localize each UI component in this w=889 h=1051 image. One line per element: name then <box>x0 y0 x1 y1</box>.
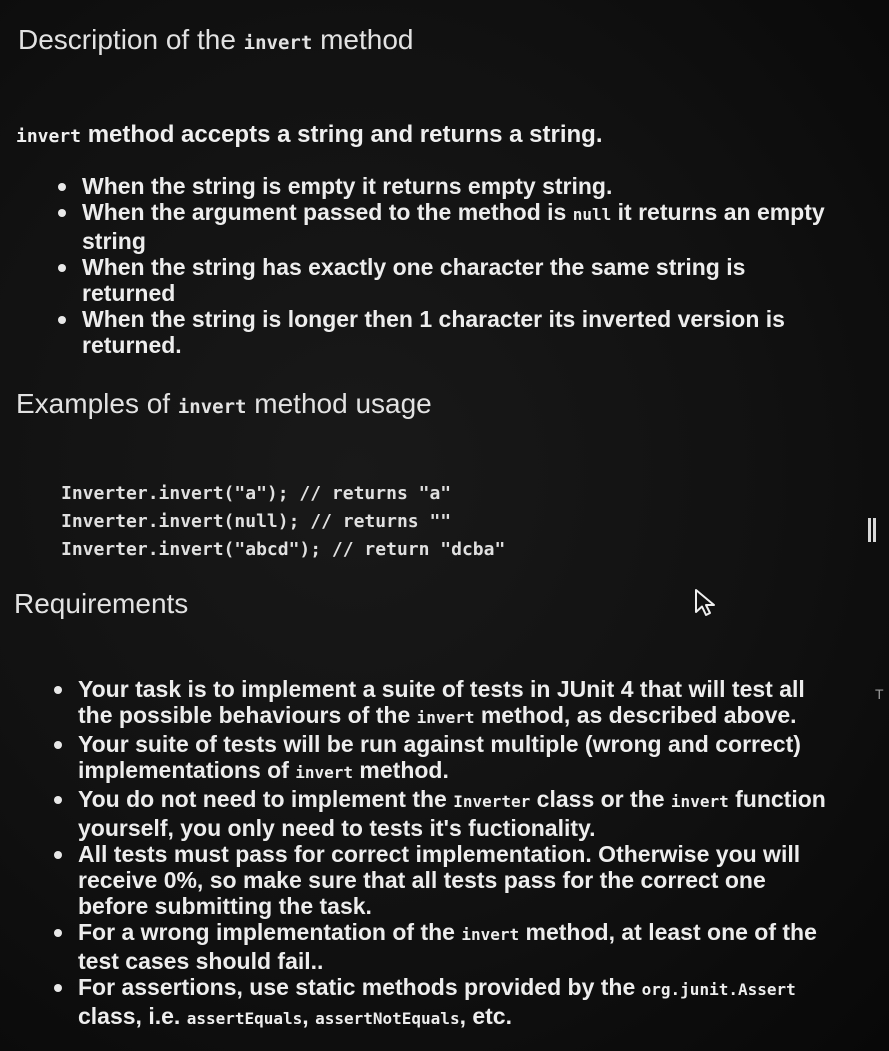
bullet-text: Your suite of tests will be run against multiple (wrong and correct) implementations of <box>78 731 801 783</box>
inline-code: invert <box>16 126 82 147</box>
bullet-text: , <box>302 1003 316 1029</box>
description-heading <box>18 24 413 56</box>
bullet-text: You do not need to implement the <box>78 786 454 812</box>
bullet-text: class, i.e. <box>78 1003 187 1029</box>
heading-text: method <box>312 24 414 55</box>
inline-code: assertEquals <box>186 1009 303 1028</box>
bullet-text: it returns an empty string <box>82 199 825 254</box>
code-line: Inverter.invert("abcd"); // return "dcba" <box>61 539 506 560</box>
description-intro <box>16 121 602 149</box>
mouse-pointer-icon <box>693 588 719 618</box>
inline-code: invert <box>243 32 313 54</box>
list-item <box>54 974 858 1032</box>
bullet-text: When the string has exactly one character the same string is returned <box>82 254 746 306</box>
inline-code: assertNotEquals <box>315 1009 460 1028</box>
bullet-text: class or the <box>530 786 671 812</box>
bullet-text: When the string is empty it returns empty string. <box>82 173 613 199</box>
edge-text: T <box>875 686 884 702</box>
list-item <box>54 786 838 841</box>
bullet-text: , etc. <box>459 1003 512 1029</box>
bullet-text: For assertions, use static methods provided by the <box>78 974 642 1000</box>
intro-text: method accepts a string and returns a string. <box>81 121 603 148</box>
inline-code: invert <box>461 925 520 944</box>
list-item <box>58 254 782 306</box>
inline-code: org.junit.Assert <box>641 980 796 999</box>
scrollbar-handle-icon[interactable] <box>866 518 878 542</box>
list-item <box>54 731 838 786</box>
list-item <box>54 676 838 731</box>
list-item <box>58 173 642 199</box>
description-bullet-list <box>58 173 858 358</box>
inline-code: invert <box>295 763 354 782</box>
scrollbar-grip-line <box>873 518 876 542</box>
inline-code: Inverter <box>453 792 531 811</box>
code-line: Inverter.invert("a"); // returns "a" <box>61 483 452 504</box>
inline-code: invert <box>670 792 729 811</box>
examples-heading <box>16 388 432 420</box>
bullet-text: When the string is longer then 1 character its inverted version is returned. <box>82 306 785 358</box>
inline-code: invert <box>416 708 475 727</box>
scrollbar-grip-line <box>868 518 871 542</box>
list-item <box>58 199 872 254</box>
bullet-text: Your task is to implement a suite of tests in JUnit 4 that will test all the possible behaviours of the <box>78 676 805 728</box>
list-item <box>54 841 838 919</box>
code-block <box>61 480 505 564</box>
code-line: Inverter.invert(null); // returns "" <box>61 511 452 532</box>
list-item <box>54 919 838 974</box>
bullet-text: For a wrong implementation of the <box>78 919 462 945</box>
heading-text: Description of the <box>18 24 244 55</box>
heading-text: Examples of <box>16 388 178 419</box>
bullet-text: method, as described above. <box>474 702 797 728</box>
bullet-text: method, at least one of the test cases should fail.. <box>78 919 817 974</box>
requirements-bullet-list <box>54 676 854 1032</box>
inline-code: null <box>572 205 612 224</box>
inline-code: invert <box>177 396 247 418</box>
list-item <box>58 306 812 358</box>
requirements-heading: Requirements <box>14 588 189 619</box>
bullet-text: function yourself, you only need to tests it's fuctionality. <box>78 786 826 841</box>
heading-text: method usage <box>246 388 432 419</box>
bullet-text: All tests must pass for correct implementation. Otherwise you will receive 0%, so make sure that all tests pass for the correct one before submitting the task. <box>78 841 801 919</box>
bullet-text: When the argument passed to the method is <box>82 199 573 225</box>
bullet-text: method. <box>353 757 449 783</box>
